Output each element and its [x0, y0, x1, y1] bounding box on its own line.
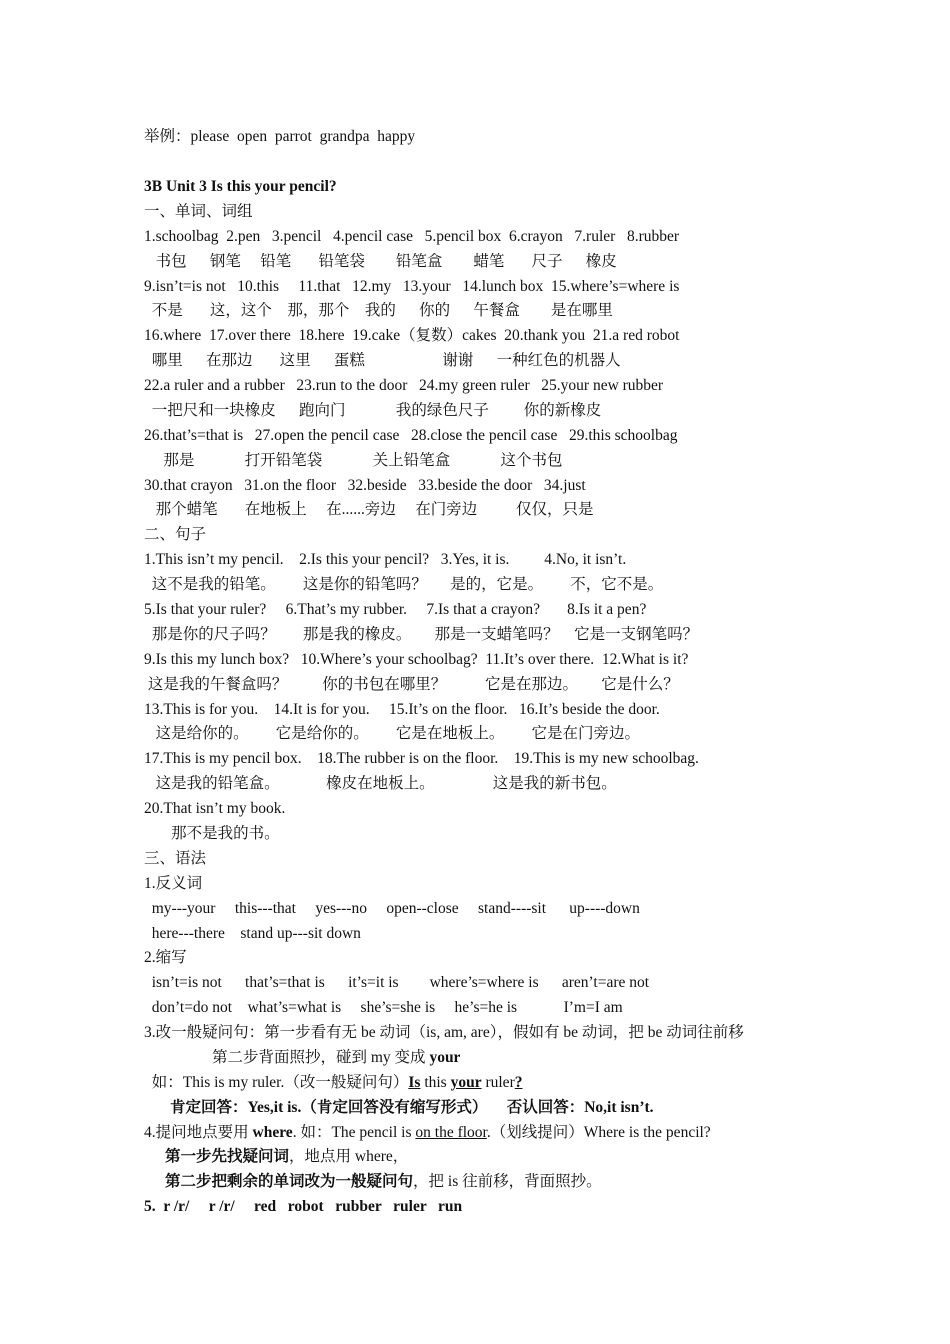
where-step1-rest: ，地点用 where， — [289, 1148, 409, 1165]
page-title: 3B Unit 3 Is this your pencil? — [144, 178, 337, 195]
vocab-heading: 一、单词、词组 — [144, 203, 253, 220]
answer-forms: 肯定回答：Yes,it is.（肯定回答没有缩写形式） 否认回答：No,it isn’t. — [170, 1099, 654, 1116]
antonyms-title: 1.反义词 — [144, 875, 203, 892]
where-rule-end: .（划线提问）Where is the pencil? — [486, 1124, 711, 1141]
vocab-line: 26.that’s=that is 27.open the pencil case 28.close the pencil case 29.this schoolbag — [144, 427, 678, 444]
question-rule-line: 3.改一般疑问句：第一步看有无 be 动词（is, am, are），假如有 be 动词，把 be 动词往前移 — [144, 1024, 744, 1041]
question-rule-step2-bold: your — [429, 1049, 461, 1066]
vocab-line: 书包 钢笔 铅笔 铅笔袋 铅笔盒 蜡笔 尺子 橡皮 — [144, 253, 617, 270]
where-step2-bold: 第二步把剩余的单词改为一般疑问句 — [165, 1173, 414, 1190]
sentence-line: 5.Is that your ruler? 6.That’s my rubber. 7.Is that a crayon? 8.Is it a pen? — [144, 601, 647, 618]
where-step1 — [165, 1147, 408, 1167]
example-question-mark: ? — [514, 1074, 523, 1091]
vocab-line: 那个蜡笔 在地板上 在......旁边 在门旁边 仅仅，只是 — [144, 501, 594, 518]
example-line: 举例：please open parrot grandpa happy — [144, 128, 416, 145]
where-word: where — [252, 1124, 293, 1141]
grammar-heading: 三、语法 — [144, 850, 207, 867]
example-your: your — [450, 1074, 482, 1091]
vocab-line: 9.isn’t=is not 10.this 11.that 12.my 13.your 14.lunch box 15.where’s=where is — [144, 278, 680, 295]
vocab-line: 16.where 17.over there 18.here 19.cake（复数）cakes 20.thank you 21.a red robot — [144, 327, 680, 344]
where-rule-prefix: 4.提问地点要用 — [144, 1124, 253, 1141]
contractions-line: isn’t=is not that’s=that is it’s=it is where’s=where is aren’t=are not — [144, 974, 650, 991]
vocab-line: 哪里 在那边 这里 蛋糕 谢谢 一种红色的机器人 — [144, 352, 621, 369]
where-step1-bold: 第一步先找疑问词 — [165, 1148, 290, 1165]
where-step2-rest: ，把 is 往前移，背面照抄。 — [413, 1173, 602, 1190]
example-ruler: ruler — [481, 1074, 515, 1091]
antonyms-line: my---your this---that yes---no open--close stand----sit up----down — [144, 900, 640, 917]
phonics-line: 5. r /r/ r /r/ red robot rubber ruler run — [144, 1198, 463, 1215]
question-rule-step2-text: 第二步背面照抄，碰到 my 变成 — [212, 1049, 430, 1066]
example-this: this — [420, 1074, 451, 1091]
sentence-line: 20.That isn’t my book. — [144, 800, 286, 817]
question-rule-step2 — [212, 1048, 460, 1068]
where-rule — [144, 1123, 711, 1143]
sentence-line: 13.This is for you. 14.It is for you. 15.It’s on the floor. 16.It’s beside the door. — [144, 701, 660, 718]
sentence-line: 那是你的尺子吗？ 那是我的橡皮。 那是一支蜡笔吗？ 它是一支钢笔吗？ — [144, 626, 699, 643]
vocab-line: 一把尺和一块橡皮 跑向门 我的绿色尺子 你的新橡皮 — [144, 402, 602, 419]
vocab-line: 不是 这，这个 那，那个 我的 你的 午餐盒 是在哪里 — [144, 302, 613, 319]
question-example — [144, 1073, 522, 1093]
sentence-line: 这是给你的。 它是给你的。 它是在地板上。 它是在门旁边。 — [144, 725, 641, 742]
sentences-heading: 二、句子 — [144, 526, 207, 543]
contractions-line: don’t=do not what’s=what is she’s=she is he’s=he is I’m=I am — [144, 999, 623, 1016]
sentence-line: 9.Is this my lunch box? 10.Where’s your schoolbag? 11.It’s over there. 12.What is it? — [144, 651, 689, 668]
underlined-phrase: on the floor — [415, 1124, 487, 1141]
where-rule-mid: . 如：The pencil is — [292, 1124, 416, 1141]
example-prefix: 如：This is my ruler.（改一般疑问句） — [144, 1074, 409, 1091]
vocab-line: 30.that crayon 31.on the floor 32.beside 33.beside the door 34.just — [144, 477, 586, 494]
sentence-line: 这是我的铅笔盒。 橡皮在地板上。 这是我的新书包。 — [144, 775, 617, 792]
sentence-line: 17.This is my pencil box. 18.The rubber is on the floor. 19.This is my new schoolbag. — [144, 750, 699, 767]
vocab-line: 22.a ruler and a rubber 23.run to the door 24.my green ruler 25.your new rubber — [144, 377, 664, 394]
where-step2 — [165, 1172, 602, 1192]
sentence-line: 这是我的午餐盒吗？ 你的书包在哪里？ 它是在那边。 它是什么？ — [144, 676, 679, 693]
sentence-line: 那不是我的书。 — [144, 825, 280, 842]
sentence-line: 1.This isn’t my pencil. 2.Is this your pencil? 3.Yes, it is. 4.No, it isn’t. — [144, 551, 627, 568]
antonyms-line: here---there stand up---sit down — [144, 925, 361, 942]
sentence-line: 这不是我的铅笔。 这是你的铅笔吗？ 是的，它是。 不，它不是。 — [144, 576, 664, 593]
example-is: Is — [408, 1074, 421, 1091]
vocab-line: 1.schoolbag 2.pen 3.pencil 4.pencil case 5.pencil box 6.crayon 7.ruler 8.rubber — [144, 228, 680, 245]
vocab-line: 那是 打开铅笔袋 关上铅笔盒 这个书包 — [144, 452, 563, 469]
contractions-title: 2.缩写 — [144, 949, 187, 966]
